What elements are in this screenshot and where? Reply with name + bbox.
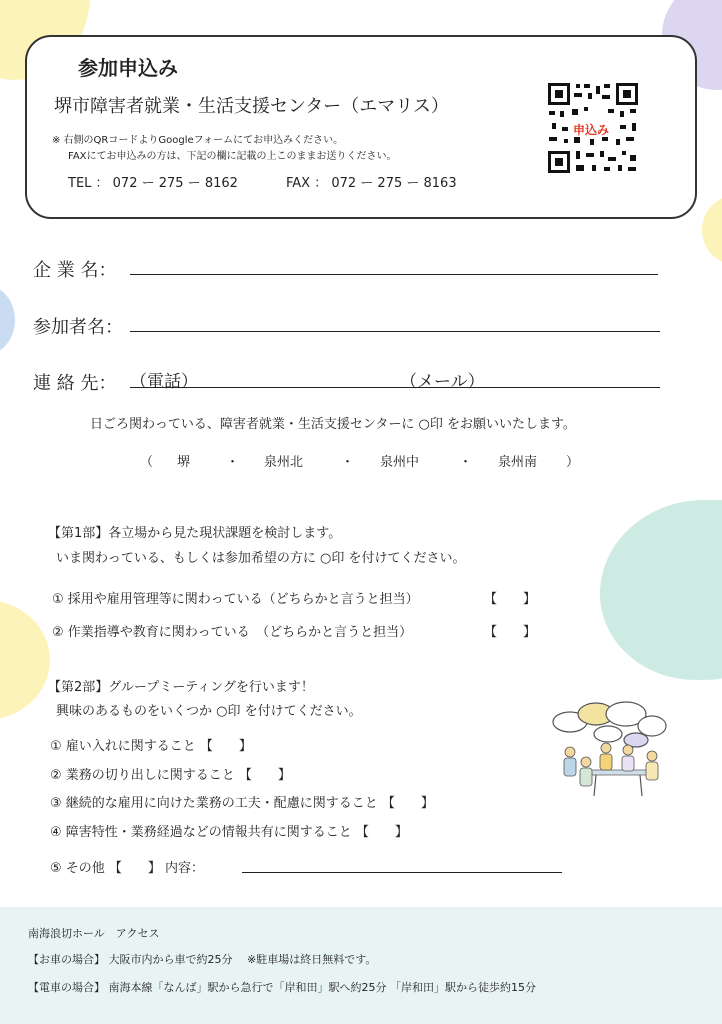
center-separator: ・ bbox=[341, 455, 355, 470]
qr-code-icon[interactable] bbox=[546, 81, 640, 175]
train-access: 【電車の場合】 南海本線「なんば」駅から急行で「岸和田」駅へ約25分 「岸和田」駅から徒歩約15分 bbox=[28, 981, 536, 994]
qr-note: ※ 右側のQRコードよりGoogleフォームにてお申込みください。 bbox=[52, 135, 344, 146]
center-question: 日ごろ関わっている、障害者就業・生活支援センターに ○印 をお願いいたします。 bbox=[90, 417, 576, 432]
contact-input-line[interactable] bbox=[130, 387, 660, 388]
part2-heading: 【第2部】グループミーティングを行います！ bbox=[48, 680, 314, 695]
tel-number: TEL ： 072 ー 275 ー 8162 bbox=[68, 176, 238, 191]
center-option-senshu-middle[interactable]: 泉州中 bbox=[380, 455, 420, 470]
part2-option-1[interactable]: ① 雇い入れに関すること 【 】 bbox=[50, 739, 252, 754]
center-separator: ・ bbox=[459, 455, 473, 470]
part1-option-2[interactable]: ② 作業指導や教育に関わっている （どちらかと言うと担当） bbox=[52, 625, 413, 640]
part2-option-2[interactable]: ② 業務の切り出しに関すること 【 】 bbox=[50, 768, 291, 783]
center-close-paren: ） bbox=[566, 455, 580, 470]
center-option-senshu-north[interactable]: 泉州北 bbox=[264, 455, 304, 470]
organization-name: 堺市障害者就業・生活支援センター（エマリス） bbox=[54, 96, 449, 117]
mail-label: （メール） bbox=[400, 372, 485, 392]
part1-option-2-bracket[interactable]: 【 】 bbox=[484, 625, 537, 640]
part1-heading: 【第1部】各立場から見た現状課題を検討します。 bbox=[48, 526, 342, 541]
company-label: 企 業 名： bbox=[33, 260, 117, 281]
contact-label: 連 絡 先： bbox=[33, 373, 117, 394]
part1-instruction: いま関わっている、もしくは参加希望の方に ○印 を付けてください。 bbox=[56, 551, 466, 566]
center-separator: ・ bbox=[226, 455, 240, 470]
participant-input-line[interactable] bbox=[130, 331, 660, 332]
other-content-input-line[interactable] bbox=[242, 872, 562, 873]
part1-option-1-bracket[interactable]: 【 】 bbox=[484, 592, 537, 607]
yellow-blob-left bbox=[0, 600, 50, 720]
part2-option-4[interactable]: ④ 障害特性・業務経過などの情報共有に関すること 【 】 bbox=[50, 825, 408, 840]
participant-label: 参加者名： bbox=[33, 317, 123, 338]
mint-blob-right bbox=[600, 500, 722, 680]
car-access: 【お車の場合】 大阪市内から車で約25分 ※駐車場は終日無料です。 bbox=[28, 953, 377, 966]
center-open-paren: （ bbox=[140, 455, 154, 470]
venue-access-title: 南海浪切ホール アクセス bbox=[28, 927, 160, 940]
part2-instruction: 興味のあるものをいくつか ○印 を付けてください。 bbox=[56, 704, 362, 719]
fax-number: FAX ： 072 ー 275 ー 8163 bbox=[286, 176, 457, 191]
part2-option-3[interactable]: ③ 継続的な雇用に向けた業務の工夫・配慮に関すること 【 】 bbox=[50, 796, 434, 811]
yellow-blob-right bbox=[702, 195, 722, 265]
part2-option-5[interactable]: ⑤ その他 【 】 内容： bbox=[50, 861, 205, 876]
qr-label: 申込み bbox=[573, 123, 610, 137]
company-input-line[interactable] bbox=[130, 274, 658, 275]
center-option-senshu-south[interactable]: 泉州南 bbox=[498, 455, 538, 470]
part1-option-1[interactable]: ① 採用や雇用管理等に関わっている（どちらかと言うと担当） bbox=[52, 592, 419, 607]
page-title: 参加申込み bbox=[78, 56, 178, 80]
center-option-sakai[interactable]: 堺 bbox=[177, 455, 191, 470]
blue-blob-left bbox=[0, 285, 15, 355]
group-meeting-illustration bbox=[548, 700, 668, 800]
phone-label: （電話） bbox=[130, 372, 198, 392]
fax-note: FAXにてお申込みの方は、下記の欄に記載の上このままお送りください。 bbox=[68, 151, 397, 162]
